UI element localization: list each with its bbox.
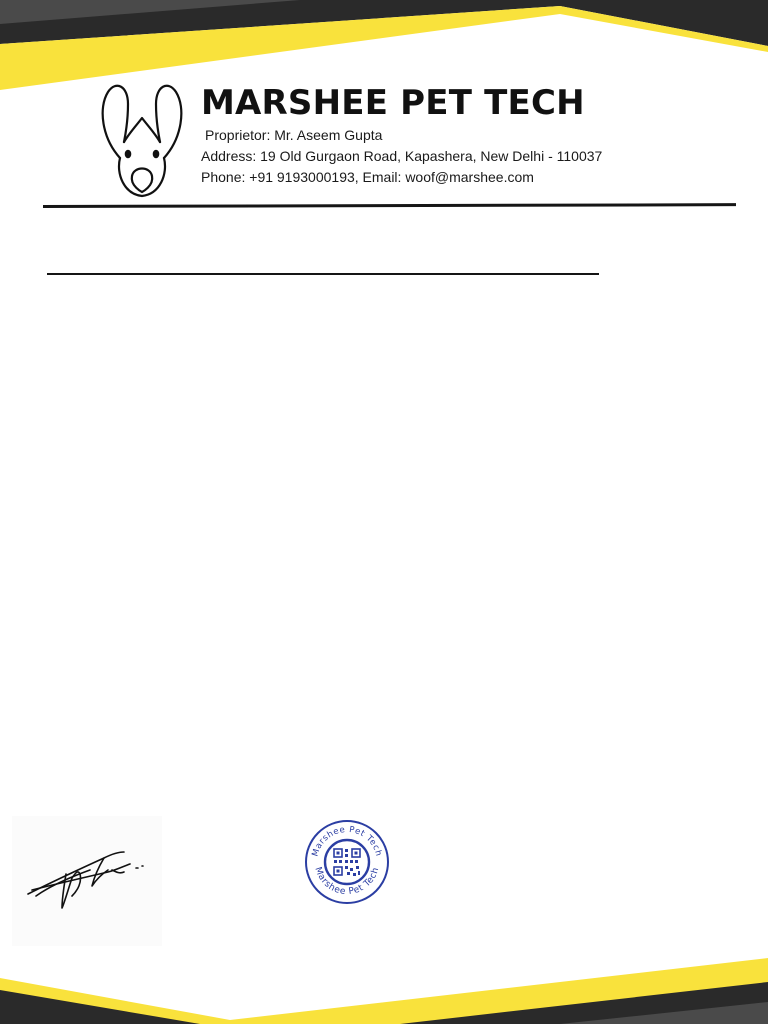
stamp-text-top: Marshee Pet Tech bbox=[310, 824, 384, 858]
qr-code-icon bbox=[334, 849, 360, 876]
svg-text:Marshee Pet Tech bbox=[312, 866, 381, 897]
address-line: Address: 19 Old Gurgaon Road, Kapashera, New Delhi - 110037 bbox=[201, 148, 603, 164]
dog-face-icon bbox=[94, 78, 190, 202]
bottom-decorative-band bbox=[0, 924, 768, 1024]
header-divider bbox=[43, 203, 736, 208]
company-name: MARSHEE PET TECH bbox=[201, 83, 585, 123]
company-stamp bbox=[303, 818, 391, 906]
proprietor-line: Proprietor: Mr. Aseem Gupta bbox=[205, 127, 383, 143]
contact-line: Phone: +91 9193000193, Email: woof@marshee.com bbox=[201, 169, 534, 185]
stamp-text-bottom: Marshee Pet Tech bbox=[312, 865, 382, 898]
subject-underline bbox=[47, 273, 599, 275]
letterhead-info bbox=[201, 81, 602, 188]
